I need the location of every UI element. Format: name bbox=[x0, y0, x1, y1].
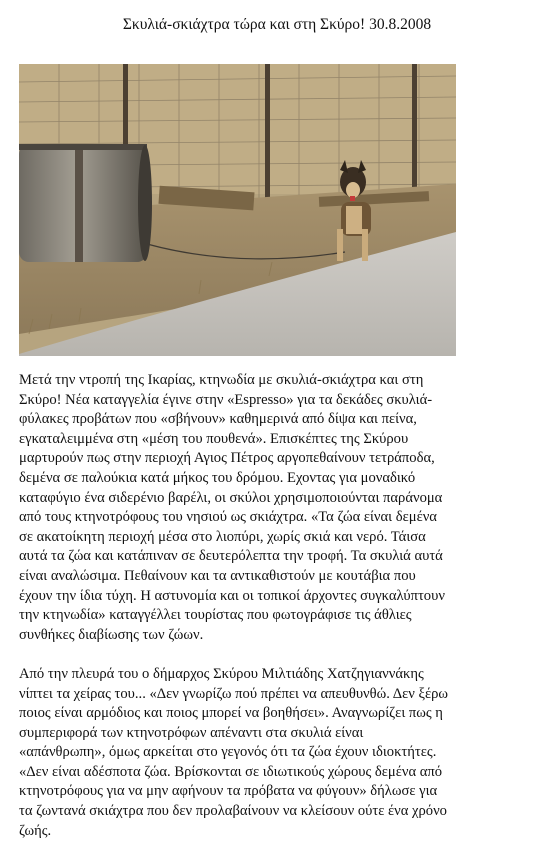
text-line: την κτηνωδία» καταγγέλλει τουρίστας που φωτογράφισε τις άθλιες bbox=[19, 607, 412, 624]
text-line: μαρτυρούν πως στην περιοχή Αγιος Πέτρος αργοπεθαίνουν τετράποδα, bbox=[19, 450, 435, 467]
text-line: Μετά την ντροπή της Ικαρίας, κτηνωδία με σκυλιά-σκιάχτρα και στη bbox=[19, 372, 424, 388]
text-line: εγκαταλειμμένα στη «μέση του πουθενά». Επισκέπτες της Σκύρου bbox=[19, 430, 409, 447]
text-line: «Δεν είναι αδέσποτα ζώα. Βρίσκονται σε ιδιωτικούς χώρους δεμένα από bbox=[19, 763, 443, 780]
text-line: κτηνοτρόφους για να μην αφήνουν τα πρόβατα να φύγουν» δήλωσε για bbox=[19, 783, 438, 800]
text-line: ποιος είναι αρμόδιος και ποιος μπορεί να βοηθήσει». Αναγνωρίζει πως η bbox=[19, 705, 443, 722]
text-line: φύλακες προβάτων που «σβήνουν» καθημερινά από δίψα και πείνα, bbox=[19, 411, 417, 428]
text-line: «απάνθρωπη», όμως αρκείται στο γεγονός ότι τα ζώα έχουν ιδιοκτήτες. bbox=[19, 744, 437, 761]
text-line: έχουν την ίδια τύχη. Η αστυνομία και οι τοπικοί άρχοντες συγκαλύπτουν bbox=[19, 587, 445, 604]
text-line: ζωής. bbox=[19, 822, 52, 839]
article-body bbox=[19, 371, 537, 841]
text-line: Σκύρο! Νέα καταγγελία έγινε στην «Espresso» για τα δεκάδες σκυλιά- bbox=[19, 391, 433, 408]
article-paragraph-1 bbox=[19, 371, 537, 645]
text-line: τα ζωντανά σκιάχτρα που δεν προλαβαίνουν να κλείσουν ούτε ένα χρόνο bbox=[19, 803, 447, 820]
text-line: συνθήκες διαβίωσης των ζώων. bbox=[19, 626, 204, 643]
text-line: Από την πλευρά του ο δήμαρχος Σκύρου Μιλτιάδης Χατζηγιαννάκης bbox=[19, 665, 424, 682]
article-photo bbox=[19, 64, 456, 356]
text-line: από τους κτηνοτρόφους του νησιού ως σκιάχτρα. «Τα ζώα είναι δεμένα bbox=[19, 509, 437, 526]
article-title: Σκυλιά-σκιάχτρα τώρα και στη Σκύρο! 30.8.2008 bbox=[122, 16, 432, 33]
text-line: καταφύγιο ένα σιδερένιο βαρέλι, οι σκύλοι χρησιμοποιούνται παράνομα bbox=[19, 489, 443, 506]
text-line: συμπεριφορά των κτηνοτρόφων απέναντι στα σκυλιά είναι bbox=[19, 724, 364, 741]
chained-dog-photo bbox=[19, 64, 456, 356]
text-line: σε ακατοίκητη περιοχή μέσα στο λιοπύρι, χωρίς σκιά και νερό. Τάισα bbox=[19, 528, 426, 545]
text-line: είναι αναλώσιμα. Πεθαίνουν και τα αντικαθιστούν με κουτάβια που bbox=[19, 567, 416, 584]
article-paragraph-2 bbox=[19, 665, 537, 841]
text-line: δεμένα σε παλούκια κατά μήκος του δρόμου. Εχοντας για μοναδικό bbox=[19, 469, 416, 486]
text-line: νίπτει τα χείρας του... «Δεν γνωρίζω πού πρέπει να απευθυνθώ. Δεν ξέρω bbox=[19, 685, 449, 702]
text-line: αυτά τα ζώα και κατάπιναν σε δευτερόλεπτα την τροφή. Τα σκυλιά αυτά bbox=[19, 548, 443, 565]
